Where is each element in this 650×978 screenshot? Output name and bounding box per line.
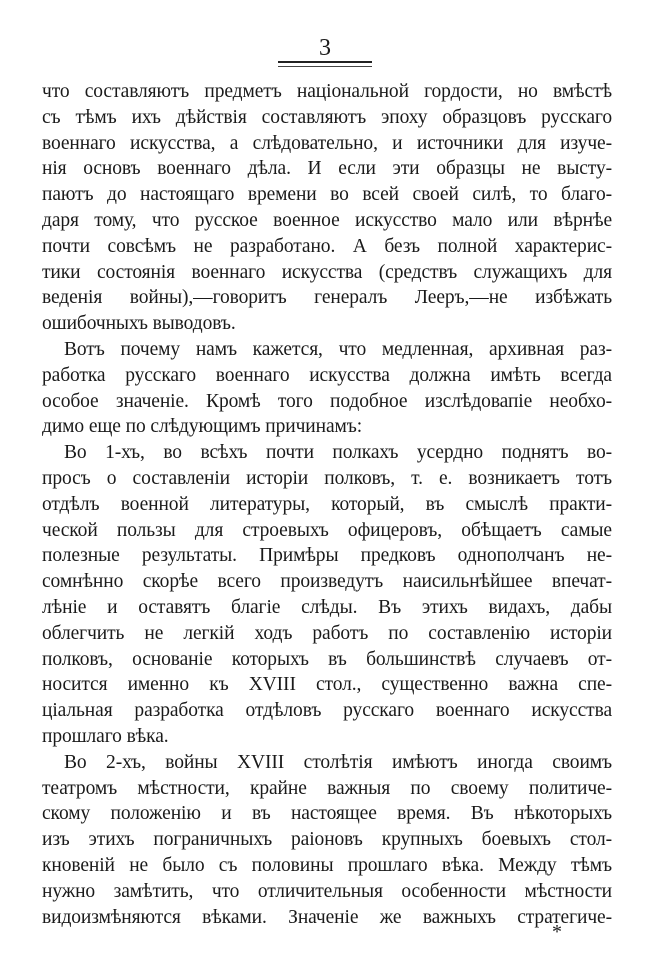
signature-mark: * bbox=[552, 921, 562, 943]
text-line: отдѣлъ военной литературы, который, въ смыслѣ практи- bbox=[42, 493, 612, 515]
text-line: Во 2-хъ, войны XVIII столѣтія имѣютъ иногда своимъ bbox=[64, 751, 612, 773]
text-line: театромъ мѣстности, крайне важныя по своему политиче- bbox=[42, 777, 612, 799]
text-line: видоизмѣняются вѣками. Значеніе же важныхъ стратегиче- bbox=[42, 906, 612, 928]
text-line: кновеній не было съ половины прошлаго вѣка. Между тѣмъ bbox=[42, 854, 612, 876]
text-line: почти совсѣмъ не разработано. А безъ полной характерис- bbox=[42, 235, 612, 257]
text-line: прошлаго вѣка. bbox=[42, 725, 169, 747]
text-line: димо еще по слѣдующимъ причинамъ: bbox=[42, 416, 363, 438]
text-line: ошибочныхъ выводовъ. bbox=[42, 313, 236, 335]
header-rule bbox=[278, 61, 372, 67]
text-line: носится именно къ XVIII стол., существенно важна спе- bbox=[42, 674, 612, 696]
page-body bbox=[42, 79, 612, 930]
text-line: полковъ, основаніе которыхъ въ большинствѣ случаевъ от- bbox=[42, 648, 612, 670]
text-line: просъ о составленіи исторіи полковъ, т. е. возникаетъ тотъ bbox=[42, 467, 612, 489]
text-line: съ тѣмъ ихъ дѣйствія составляютъ эпоху образцовъ русскаго bbox=[42, 106, 612, 128]
text-line: лѣніе и оставятъ благіе слѣды. Въ этихъ видахъ, дабы bbox=[42, 596, 612, 618]
text-line: облегчить не легкій ходъ работъ по составленію исторіи bbox=[42, 622, 612, 644]
page-number: 3 bbox=[319, 35, 331, 61]
text-line: сомнѣнно скорѣе всего произведутъ наисильнѣйшее впечат- bbox=[42, 571, 612, 593]
text-line: нужно замѣтить, что отличительныя особенности мѣстности bbox=[42, 880, 612, 902]
text-line: Вотъ почему намъ кажется, что медленная, архивная раз- bbox=[64, 338, 612, 360]
text-line: работка русскаго военнаго искусства должна имѣть всегда bbox=[42, 364, 612, 386]
text-line: веденія войны),—говоритъ генералъ Лееръ,—не избѣжать bbox=[42, 287, 612, 309]
paragraph bbox=[42, 440, 612, 750]
text-line: тики состоянія военнаго искусства (средствъ служащихъ для bbox=[42, 261, 612, 283]
text-line: нія основъ военнаго дѣла. И если эти образцы не высту- bbox=[42, 158, 612, 180]
text-line: скому положенію и въ настоящее время. Въ нѣкоторыхъ bbox=[42, 803, 612, 825]
text-line: ціальная разработка отдѣловъ русскаго военнаго искусства bbox=[42, 700, 612, 722]
text-line: паютъ до настоящаго времени во всей своей силѣ, то благо- bbox=[42, 184, 612, 206]
paragraph bbox=[42, 750, 612, 931]
text-line: Во 1-хъ, во всѣхъ почти полкахъ усердно поднятъ во- bbox=[64, 442, 612, 464]
text-line: особое значеніе. Кромѣ того подобное изслѣдовапіе необхо- bbox=[42, 390, 612, 412]
paragraph bbox=[42, 337, 612, 440]
text-line: полезные результаты. Примѣры предковъ однополчанъ не- bbox=[42, 545, 612, 567]
text-line: что составляютъ предметъ національной гордости, но вмѣстѣ bbox=[42, 81, 612, 102]
text-line: изъ этихъ пограничныхъ раіоновъ крупныхъ боевыхъ стол- bbox=[42, 829, 612, 851]
text-line: ческой пользы для строевыхъ офицеровъ, обѣщаетъ самые bbox=[42, 519, 612, 541]
text-line: даря тому, что русское военное искусство мало или вѣрнѣе bbox=[42, 209, 612, 231]
text-line: военнаго искусства, а слѣдовательно, и источники для изуче- bbox=[42, 132, 612, 154]
paragraph bbox=[42, 79, 612, 337]
